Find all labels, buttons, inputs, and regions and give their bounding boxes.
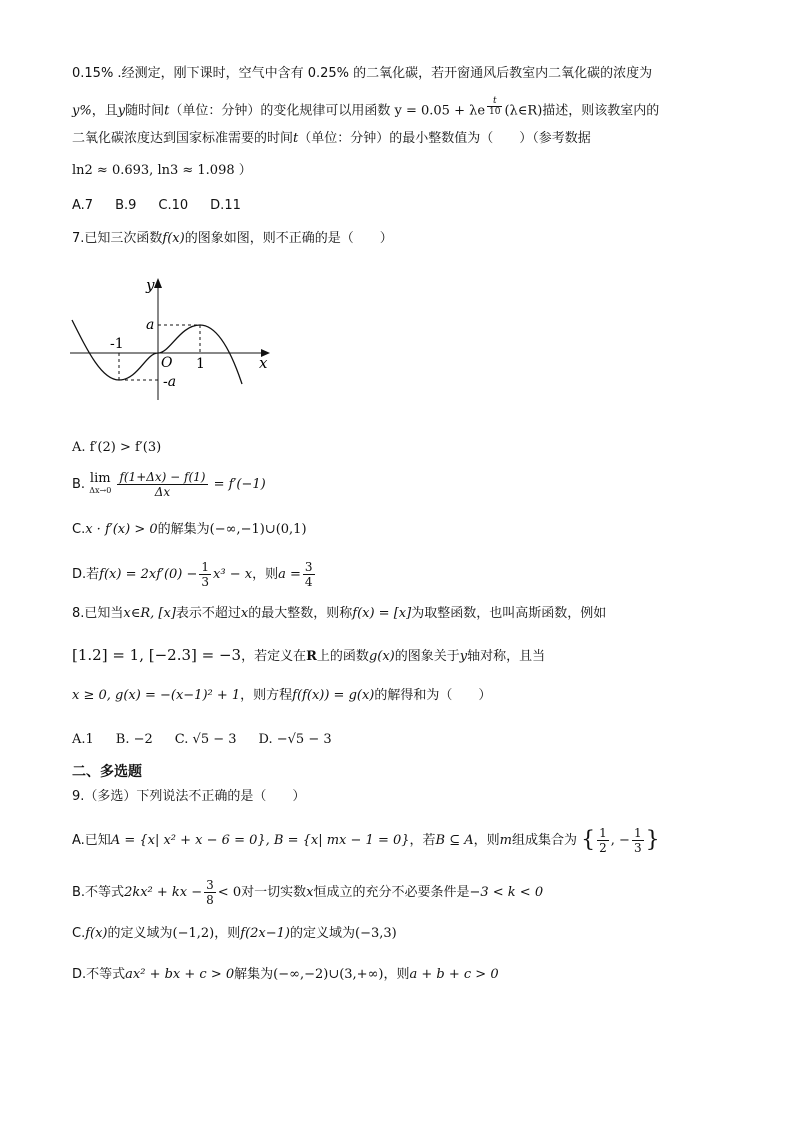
y-axis-label: y xyxy=(146,276,155,294)
cubic-function-graph xyxy=(66,274,276,404)
q7-d-term: x³ − x xyxy=(213,567,253,582)
q7-c-prefix: C. xyxy=(72,522,86,537)
frac-num: 3 xyxy=(304,560,313,574)
q9-stem-text: 9.（多选）下列说法不正确的是（ ） xyxy=(72,789,306,804)
q9-b-prefix: B.不等式 xyxy=(72,885,125,900)
q7-option-a-text: A. f′(2) > f′(3) xyxy=(72,440,162,455)
q9-option-d xyxy=(72,965,499,985)
section-multiple-choice-title xyxy=(72,762,142,782)
q6-option-b: B.9 xyxy=(115,198,137,213)
q7-option-b xyxy=(72,470,266,506)
q9-b-less-zero: < 0 xyxy=(217,885,242,900)
q6-exp-num: t xyxy=(487,96,502,107)
q8-gauss-function: f(x) = [x] xyxy=(352,606,412,621)
q9-a-fraction-1 xyxy=(597,826,609,855)
q9-d-prefix: D.不等式 xyxy=(72,967,126,982)
q8-line-1 xyxy=(72,604,606,624)
q8-text: ，则方程 xyxy=(240,688,293,703)
q9-text: 解集为 xyxy=(234,967,274,982)
q6-line-1 xyxy=(72,64,652,84)
q7-c-inequality: x · f′(x) > 0 xyxy=(85,522,158,537)
x-axis-label: x xyxy=(259,354,268,372)
q9-a-fraction-2 xyxy=(632,826,644,855)
q9-text: ，则 xyxy=(473,833,500,848)
q9-text: 组成集合为 xyxy=(511,833,577,848)
frac-num: 1 xyxy=(633,826,642,840)
q8-g-definition: x ≥ 0, g(x) = −(x−1)² + 1 xyxy=(72,688,241,703)
q8-text: 轴对称，且当 xyxy=(467,649,546,664)
q7-text: 的图象如图，则不正确的是（ ） xyxy=(184,231,393,246)
q7-stem xyxy=(72,229,393,249)
q9-text: ，则 xyxy=(383,967,410,982)
q8-text: 的解得和为（ ） xyxy=(374,688,492,703)
q8-option-c: C. √5 − 3 xyxy=(174,732,237,747)
q7-d-a-equals: a = xyxy=(278,567,301,582)
q8-text: 上的函数 xyxy=(316,649,369,664)
q8-options xyxy=(72,730,354,750)
q9-d-solution: (−∞,−2)∪(3,+∞) xyxy=(273,967,384,982)
q8-text: 的最大整数，则称 xyxy=(248,606,353,621)
q8-var-y: y xyxy=(459,649,468,664)
q6-text: （单位：分钟）的变化规律可以用函数 xyxy=(169,103,391,119)
q9-a-var-m: m xyxy=(499,833,512,848)
limit-operator xyxy=(89,470,112,497)
cubic-curve xyxy=(72,320,242,384)
q8-option-a: A.1 xyxy=(72,732,94,747)
q9-c-domain-2: (−3,3) xyxy=(355,926,397,941)
q6-option-d: D.11 xyxy=(210,198,241,213)
q7-b-prefix: B. xyxy=(72,477,86,492)
q8-text: ，若定义在 xyxy=(241,649,307,664)
q6-var-y: y xyxy=(117,103,126,119)
frac-den: 4 xyxy=(304,575,313,589)
q7-function: f(x) xyxy=(162,231,185,246)
q6-y-percent: y% xyxy=(72,103,92,119)
q7-text: 7.已知三次函数 xyxy=(72,231,163,246)
limit-fraction xyxy=(117,470,207,499)
q6-lambda-domain: (λ∈R) xyxy=(504,103,543,119)
q9-d-inequality: ax² + bx + c > 0 xyxy=(125,967,235,982)
q8-line-3 xyxy=(72,686,491,706)
q9-option-c xyxy=(72,924,397,944)
q9-b-condition: −3 < k < 0 xyxy=(469,885,544,900)
q6-text: ，且 xyxy=(91,103,118,119)
frac-num: 1 xyxy=(201,560,210,574)
q7-c-text: 的解集为 xyxy=(157,522,210,537)
q8-var-x: x xyxy=(240,606,249,621)
q8-text: 表示不超过 xyxy=(175,606,241,621)
q7-d-fraction-2 xyxy=(303,560,315,589)
y-axis-arrow xyxy=(154,278,162,288)
q9-text: 恒成立的充分不必要条件是 xyxy=(313,885,470,900)
q6-function: y = 0.05 + λe xyxy=(394,103,486,119)
q8-examples: [1.2] = 1, [−2.3] = −3 xyxy=(72,646,242,664)
q9-option-a xyxy=(72,826,660,862)
q6-line-2 xyxy=(72,96,659,121)
q6-line-3 xyxy=(72,129,591,149)
q8-g-function: g(x) xyxy=(368,649,395,664)
frac-num: 3 xyxy=(206,878,214,892)
q8-option-d: D. −√5 − 3 xyxy=(258,732,332,747)
q6-text: （单位：分钟）的最小整数值为（ ）（参考数据 xyxy=(298,131,591,146)
q6-exp-den: 10 xyxy=(489,107,501,117)
q6-exponent-fraction xyxy=(487,96,502,117)
q6-reference-data: ln2 ≈ 0.693, ln3 ≈ 1.098 ） xyxy=(72,163,252,178)
q6-text: 随时间 xyxy=(125,103,165,119)
q6-options xyxy=(72,196,263,216)
label-origin: O xyxy=(161,355,173,371)
limit-rhs: = f′(−1) xyxy=(213,477,266,492)
label-neg-one: -1 xyxy=(110,336,124,352)
q8-equation: f(f(x)) = g(x) xyxy=(292,688,375,703)
q8-line-2 xyxy=(72,645,545,667)
q9-b-fraction xyxy=(204,878,216,907)
limit-lim: lim xyxy=(89,470,111,486)
q8-text: 8.已知当 xyxy=(72,606,124,621)
q7-d-function: f(x) = 2xf′(0) − xyxy=(99,567,198,582)
frac-den: 3 xyxy=(633,841,642,855)
q6-text-1: 0.15% .经测定，刚下课时，空气中含有 0.25% 的二氧化碳，若开窗通风后教室内二氧化碳的浓度为 xyxy=(72,66,653,81)
q9-a-sets: A = {x| x² + x − 6 = 0}, B = {x| mx − 1 = 0} xyxy=(110,833,410,848)
q9-c-fx: f(x) xyxy=(85,926,108,941)
q6-option-c: C.10 xyxy=(158,198,189,213)
q9-stem xyxy=(72,787,305,807)
brace-close: } xyxy=(645,827,660,853)
q8-text: 的图象关于 xyxy=(394,649,460,664)
q6-text: 二氧化碳浓度达到国家标准需要的时间 xyxy=(72,131,294,146)
q9-text: 对一切实数 xyxy=(241,885,307,900)
q8-real-set: R xyxy=(306,649,317,664)
q7-d-prefix: D.若 xyxy=(72,567,100,582)
q9-b-poly: 2kx² + kx − xyxy=(124,885,203,900)
q6-text: 描述，则该教室内的 xyxy=(542,103,660,119)
frac-num: 1 xyxy=(599,826,607,840)
q7-d-fraction-1 xyxy=(199,560,211,589)
q8-option-b: B. −2 xyxy=(115,732,153,747)
q7-d-text: ，则 xyxy=(252,567,279,582)
q8-text: 为取整函数，也叫高斯函数，例如 xyxy=(411,606,607,621)
q9-c-f2x: f(2x−1) xyxy=(240,926,290,941)
frac-den: 3 xyxy=(201,575,210,589)
limit-numerator: f(1+Δx) − f(1) xyxy=(119,470,206,484)
limit-subscript: Δx→0 xyxy=(89,485,112,495)
q9-text: ，则 xyxy=(214,926,241,941)
frac-den: 8 xyxy=(206,893,214,907)
limit-denominator: Δx xyxy=(154,485,171,499)
q8-math: x∈R, [x] xyxy=(123,606,176,621)
q9-option-b xyxy=(72,878,543,914)
q9-a-subset: B ⊆ A xyxy=(435,833,474,848)
q9-text: ，若 xyxy=(409,833,436,848)
q6-var-t: t xyxy=(293,131,299,146)
q9-b-var-x: x xyxy=(306,885,314,900)
section-title-text: 二、多选题 xyxy=(72,764,142,780)
comma-minus: , − xyxy=(610,833,630,848)
q7-option-d xyxy=(72,560,317,596)
q9-c-domain: (−1,2) xyxy=(172,926,215,941)
label-a: a xyxy=(146,317,155,333)
q9-d-conclusion: a + b + c > 0 xyxy=(409,967,499,982)
q7-option-c xyxy=(72,520,307,540)
label-neg-a: -a xyxy=(163,374,177,390)
q9-a-prefix: A.已知 xyxy=(72,833,111,848)
brace-open: { xyxy=(581,827,596,853)
q6-line-4 xyxy=(72,161,252,181)
q6-var-t: t xyxy=(164,103,170,119)
q7-option-a xyxy=(72,438,161,458)
q9-text: 的定义域为 xyxy=(290,926,356,941)
q9-c-prefix: C. xyxy=(72,926,86,941)
q9-text: 的定义域为 xyxy=(107,926,173,941)
frac-den: 2 xyxy=(599,841,607,855)
q6-option-a: A.7 xyxy=(72,198,94,213)
q7-c-solution: (−∞,−1)∪(0,1) xyxy=(209,522,307,537)
label-one: 1 xyxy=(196,356,205,372)
